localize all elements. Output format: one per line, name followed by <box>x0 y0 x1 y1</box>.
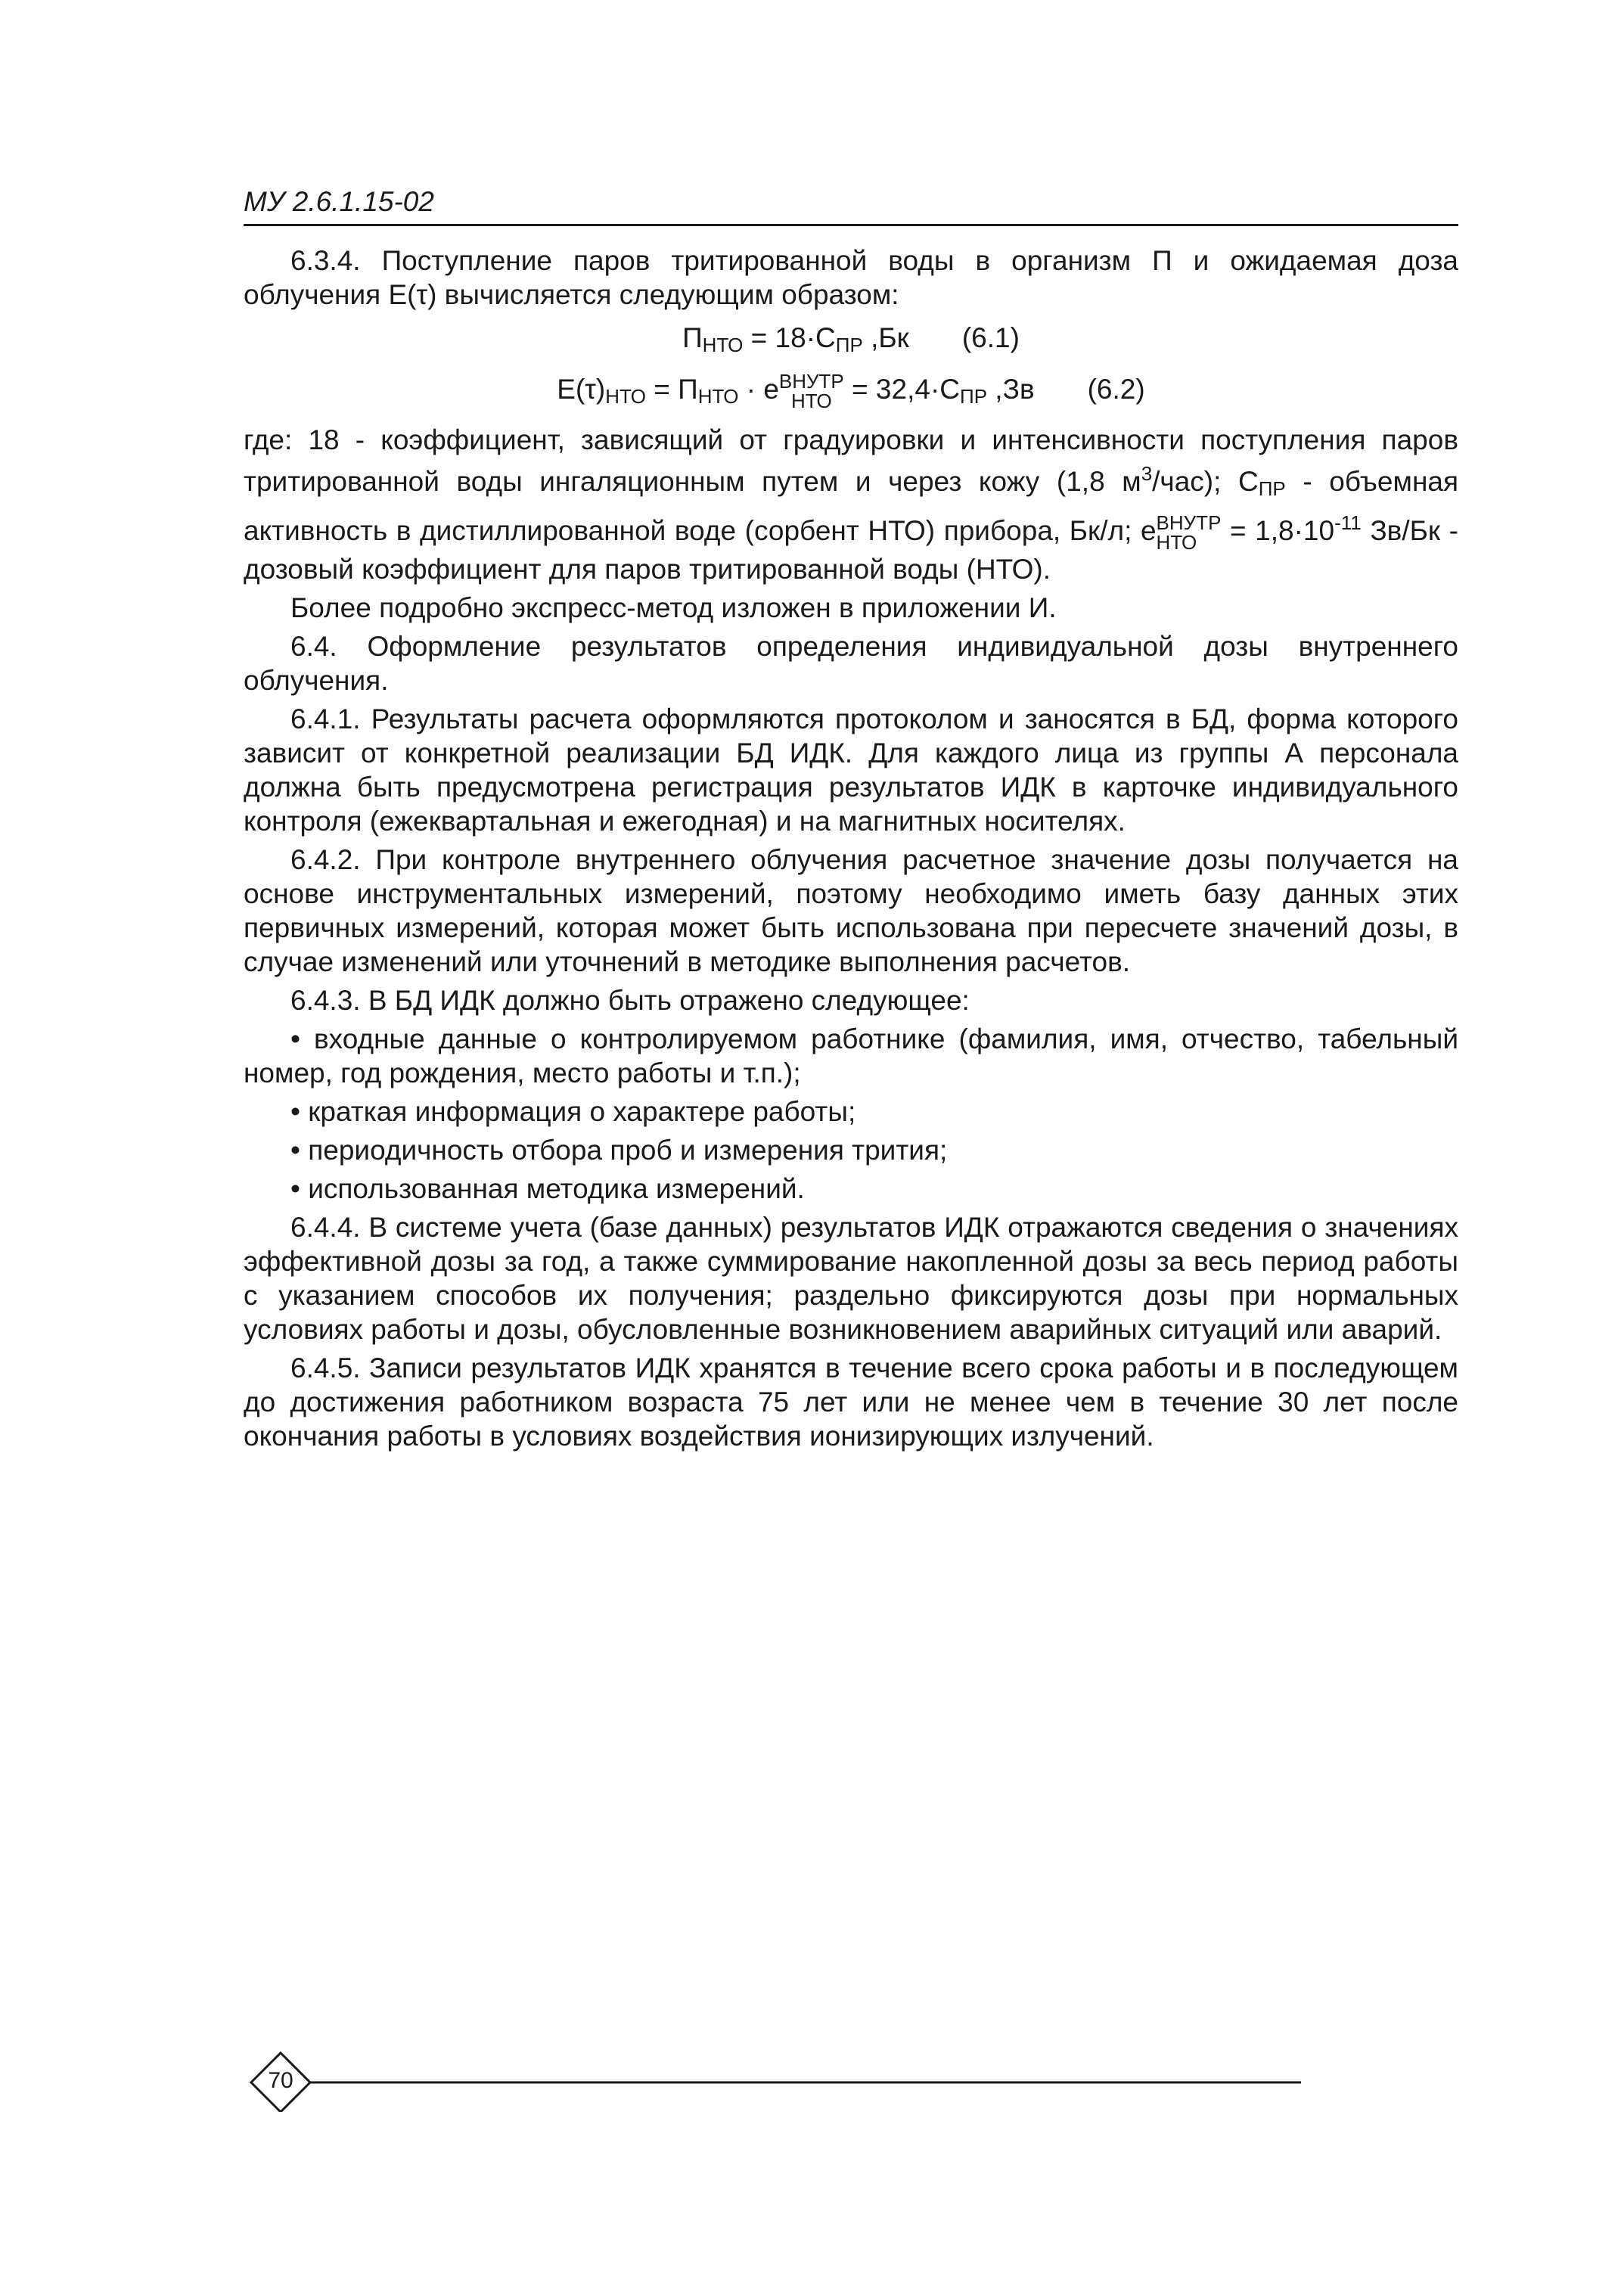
paragraph-6-4-2: 6.4.2. При контроле внутреннего облучения расчетное значение дозы получается на основе инструментальных измерений, поэтому необходимо иметь базу данных этих первичных измерений, которая может быть использована при пересчете значений дозы, в случае изменений или уточнений в методике выполнения расчетов. <box>244 844 1458 977</box>
list-item: • краткая информация о характере работы; <box>290 1096 856 1127</box>
paragraph-6-4-1: 6.4.1. Результаты расчета оформляются протоколом и заносятся в БД, форма которого зависит от конкретной реализации БД ИДК. Для каждого лица из группы А персонала должна быть предусмотрена регистрация результатов ИДК в карточке индивидуального контроля (ежеквартальная и ежегодная) и на магнитных носителях. <box>244 703 1458 837</box>
equation-number: (6.2) <box>1087 373 1145 405</box>
paragraph-appendix-ref: Более подробно экспресс-метод изложен в приложении И. <box>290 592 1057 623</box>
page-number: 70 <box>268 2068 293 2093</box>
page-footer <box>250 2051 1309 2112</box>
list-item: • входные данные о контролируемом работнике (фамилия, имя, отчество, табельный номер, год рождения, место работы и т.п.); <box>244 1023 1458 1088</box>
paragraph-6-4: 6.4. Оформление результатов определения индивидуальной дозы внутреннего облучения. <box>244 631 1458 696</box>
where-paragraph: где: 18 - коэффициент, зависящий от градуировки и интенсивности поступления паров тритированной воды ингаляционным путем и через кожу (1,8 $м^3/час$); $С_{ПР}$ - объемная активность в дистиллированной воде (сорбент НТО) прибора, Бк/л; е ВНУТР НТО = $1,8\cdot 10^{-11}$ Зв/Бк - дозовый коэффициент для паров тритированной воды (НТО). <box>244 424 1458 585</box>
formula-6-1: $П_{НТО} = 18\cdot С_{ПР}$ ,Бк (6.1) <box>682 322 1020 356</box>
paragraph-6-4-3: 6.4.3. В БД ИДК должно быть отражено следующее: <box>290 985 970 1016</box>
equation-number: (6.1) <box>961 322 1020 353</box>
body-text <box>244 244 1458 1458</box>
paragraph-6-4-4: 6.4.4. В системе учета (базе данных) результатов ИДК отражаются сведения о значениях эффективной дозы за год, а также суммирование накопленной дозы за весь период работы с указанием способов их получения; раздельно фиксируются дозы при нормальных условиях работы и дозы, обусловленные возникновением аварийных ситуаций или аварий. <box>244 1212 1458 1345</box>
list-item: • использованная методика измерений. <box>290 1173 805 1204</box>
footer-diamond-icon <box>250 2051 1309 2112</box>
list-item: • периодичность отбора проб и измерения трития; <box>290 1135 948 1166</box>
paragraph-6-3-4: 6.3.4. Поступление паров тритированной воды в организм П и ожидаемая доза облучения Е(τ) вычисляется следующим образом: <box>244 245 1458 310</box>
header-rule <box>244 224 1458 226</box>
formula-6-2: $Е(\tau)_{НТО} = П_{НТО} \cdot е$ ВНУТР НТО = $32,4\cdot С_{ПР}$ ,Зв (6.2) <box>557 370 1145 412</box>
document-code: МУ 2.6.1.15-02 <box>244 186 434 217</box>
paragraph-6-4-5: 6.4.5. Записи результатов ИДК хранятся в течение всего срока работы и в последующем до достижения работником возраста 75 лет или не менее чем в течение 30 лет после окончания работы в условиях воздействия ионизирующих излучений. <box>244 1352 1458 1452</box>
